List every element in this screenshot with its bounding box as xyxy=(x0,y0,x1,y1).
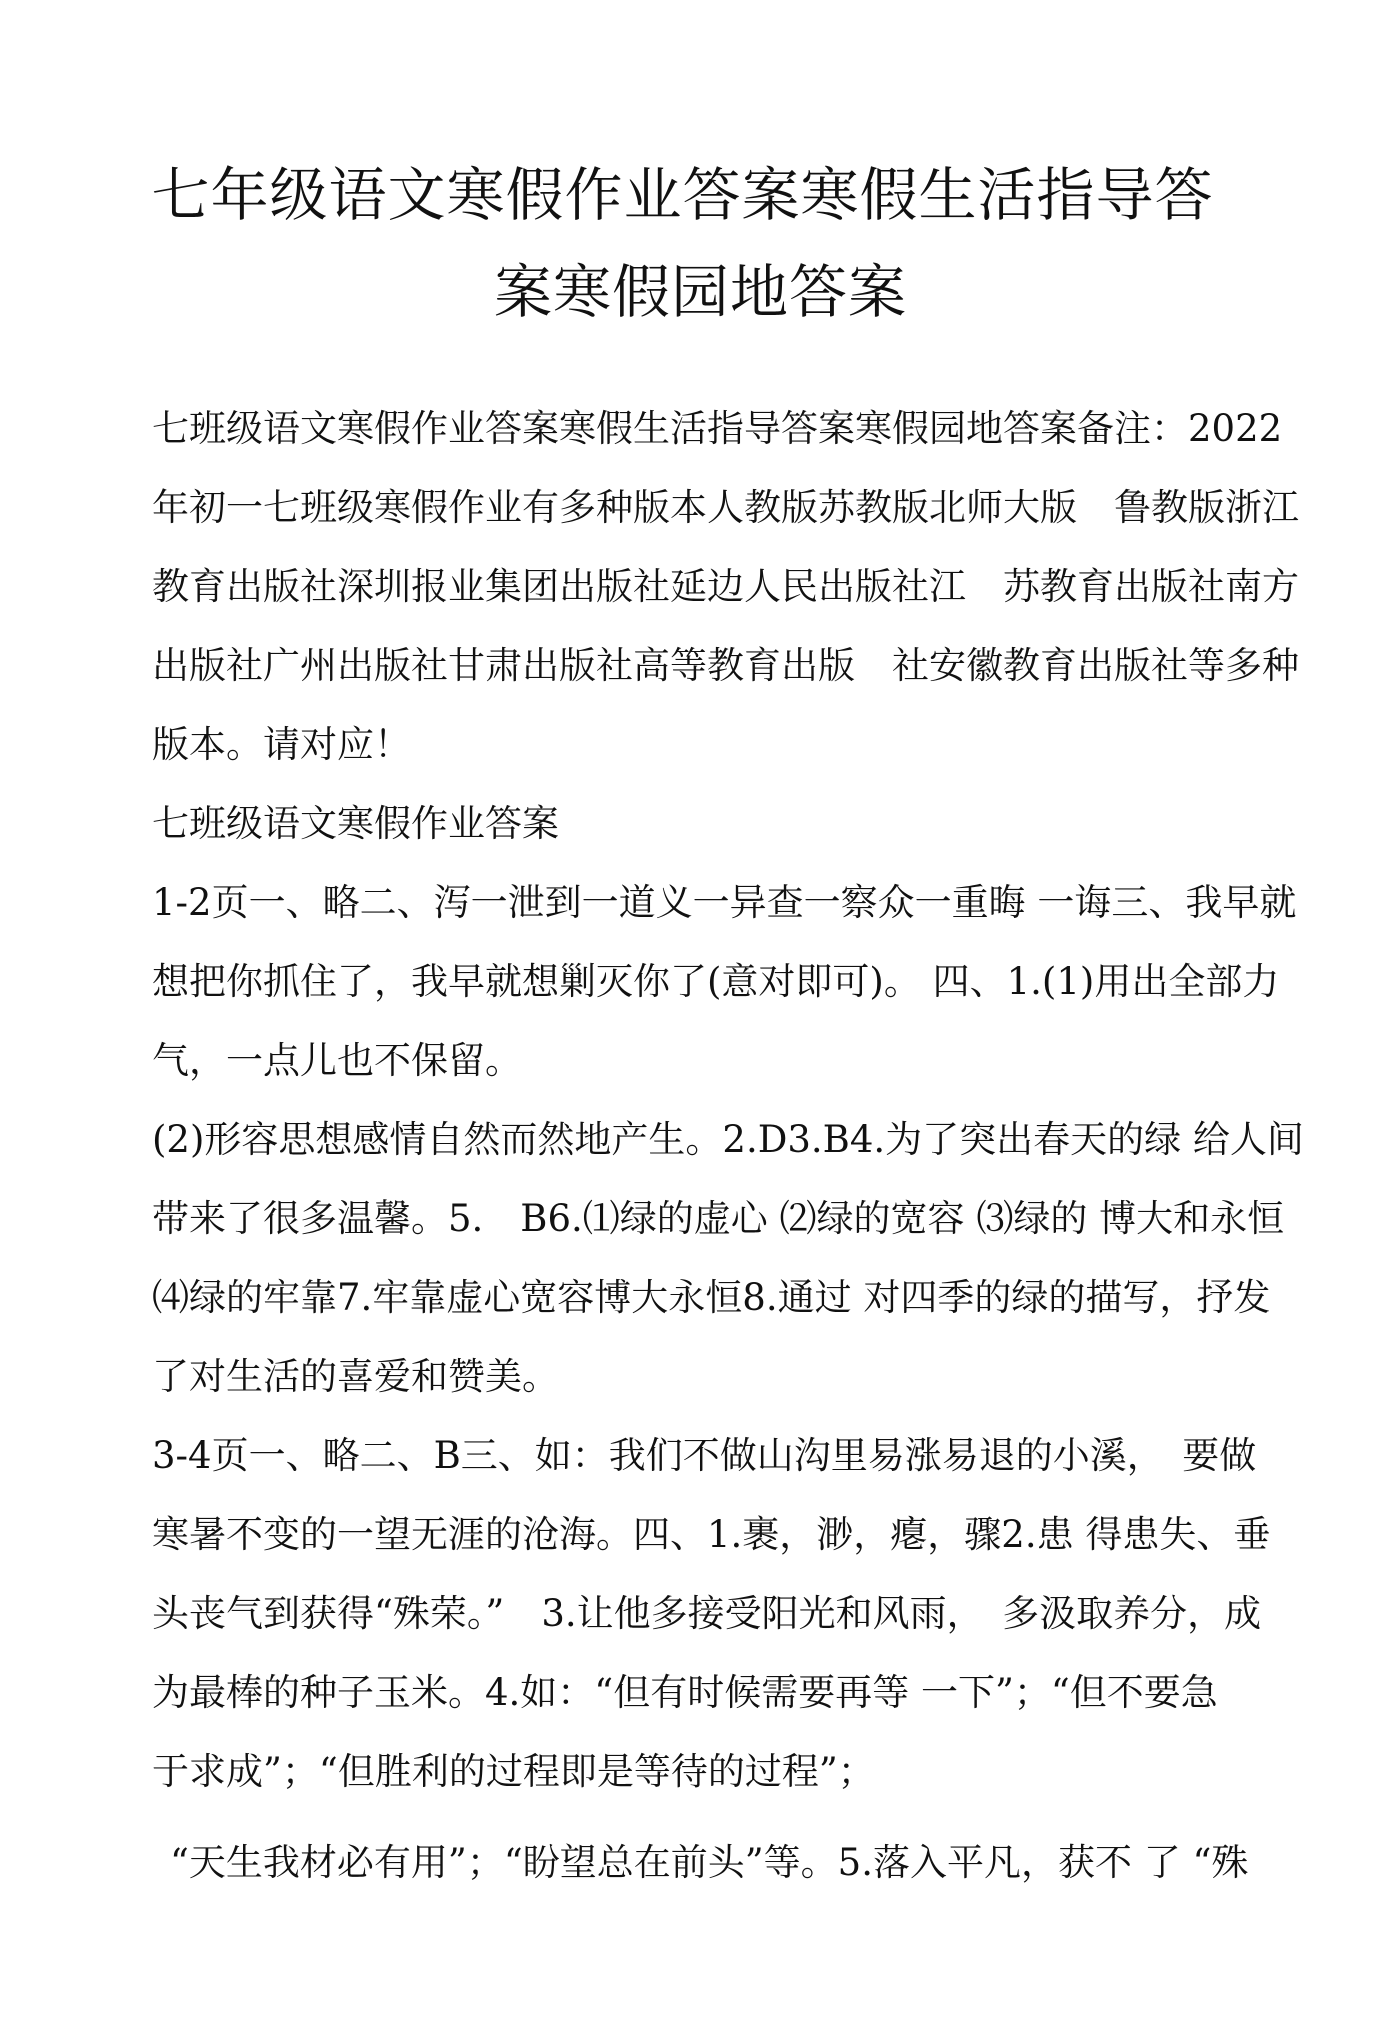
body-line-10: (2)形容思想感情自然而然地产生。2.D3.B4.为了突出春天的绿 给人间 xyxy=(152,1118,1304,1161)
body-line-18: 于求成”；“但胜利的过程即是等待的过程”； xyxy=(152,1750,875,1793)
body-line-4: 出版社广州出版社甘肃出版社高等教育出版 社安徽教育出版社等多种 xyxy=(152,644,1299,687)
body-line-15: 寒暑不变的一望无涯的沧海。四、1.裹，渺，瘪，骤2.患 得患失、垂 xyxy=(152,1513,1271,1556)
body-line-2: 年初一七班级寒假作业有多种版本人教版苏教版北师大版 鲁教版浙江 xyxy=(152,486,1299,529)
body-line-16: 头丧气到获得“殊荣。” 3.让他多接受阳光和风雨， 多汲取养分，成 xyxy=(152,1592,1262,1635)
body-line-3: 教育出版社深圳报业集团出版社延边人民出版社江 苏教育出版社南方 xyxy=(152,565,1299,608)
body-line-19: “天生我材必有用”；“盼望总在前头”等。5.落入平凡，获不 了 “殊 xyxy=(170,1841,1249,1884)
document-title-line-1: 七年级语文寒假作业答案寒假生活指导答 xyxy=(151,161,1214,229)
body-line-12: ⑷绿的牢靠7.牢靠虚心宽容博大永恒8.通过 对四季的绿的描写，抒发 xyxy=(152,1276,1271,1319)
body-line-1: 七班级语文寒假作业答案寒假生活指导答案寒假园地答案备注：2022 xyxy=(152,407,1283,450)
body-line-9: 气，一点儿也不保留。 xyxy=(152,1039,522,1082)
body-line-13: 了对生活的喜爱和赞美。 xyxy=(152,1355,559,1398)
body-line-11: 带来了很多温馨。5. B6.⑴绿的虚心 ⑵绿的宽容 ⑶绿的 博大和永恒 xyxy=(152,1197,1285,1240)
body-line-8: 想把你抓住了，我早就想剿灭你了(意对即可)。 四、1.(1)用出全部力 xyxy=(152,960,1280,1003)
body-line-14: 3-4页一、略二、B三、如：我们不做山沟里易涨易退的小溪， 要做 xyxy=(152,1434,1257,1477)
document-title-line-2: 案寒假园地答案 xyxy=(493,258,907,326)
section-heading: 七班级语文寒假作业答案 xyxy=(152,802,559,845)
body-line-7: 1-2页一、略二、泻一泄到一道义一异查一察众一重晦 一诲三、我早就 xyxy=(152,881,1297,924)
body-line-17: 为最棒的种子玉米。4.如：“但有时候需要再等 一下”；“但不要急 xyxy=(152,1671,1218,1714)
body-line-5: 版本。请对应！ xyxy=(152,723,411,766)
